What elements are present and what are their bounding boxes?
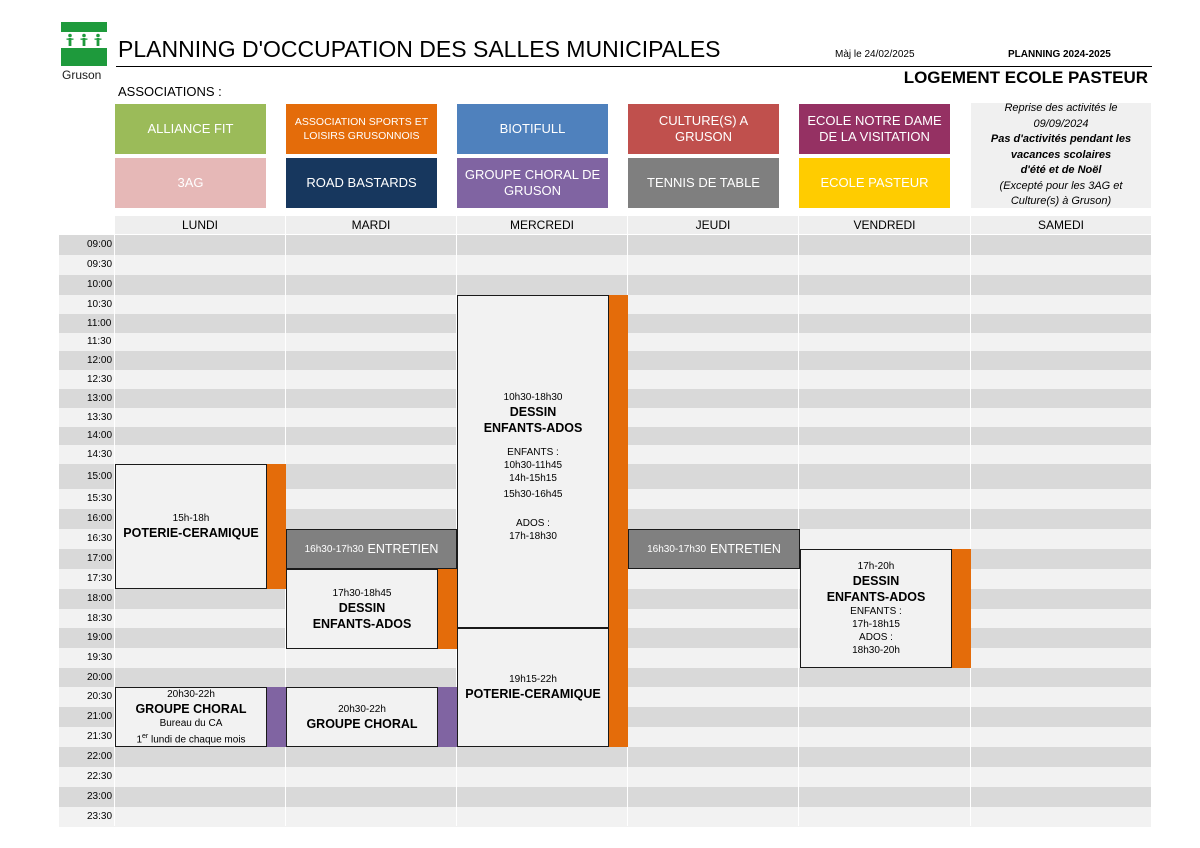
time-row — [59, 235, 1151, 255]
activity-note — [971, 103, 1151, 208]
event-title: POTERIE-CERAMIQUE — [465, 687, 601, 701]
event-time: 15h-18h — [172, 513, 210, 524]
assoc-ecole-notre-dame: ECOLE NOTRE DAME DE LA VISITATION — [799, 104, 950, 154]
time-label: 11:00 — [87, 318, 112, 329]
assoc-cultures-gruson: CULTURE(S) A GRUSON — [628, 104, 779, 154]
note-line: Culture(s) à Gruson) — [1010, 195, 1112, 208]
page-title: PLANNING D'OCCUPATION DES SALLES MUNICIPALES — [118, 36, 721, 62]
time-label: 23:00 — [87, 791, 113, 802]
time-label: 16:00 — [87, 513, 113, 524]
time-label: 19:00 — [87, 632, 113, 643]
event-title: ENFANTS-ADOS — [826, 590, 926, 604]
assoc-color-strip — [438, 569, 457, 649]
event-sub: 15h30-16h45 — [503, 488, 563, 500]
column-separator — [970, 216, 971, 826]
time-row — [59, 255, 1151, 275]
event-mardi-choral[interactable] — [286, 687, 438, 747]
update-date: Màj le 24/02/2025 — [835, 49, 915, 60]
event-sub: ADOS : — [859, 632, 893, 643]
event-sub: Bureau du CA — [159, 717, 223, 729]
time-row — [59, 767, 1151, 787]
time-label: 09:30 — [87, 259, 113, 270]
event-lundi-poterie[interactable] — [115, 464, 267, 589]
assoc-biotifull: BIOTIFULL — [457, 104, 608, 154]
note-line: d'été et de Noël — [1020, 164, 1102, 177]
event-title: POTERIE-CERAMIQUE — [123, 526, 259, 540]
event-title: DESSIN — [509, 404, 557, 419]
time-label: 22:00 — [87, 751, 113, 762]
event-sub: 17h-18h30 — [509, 530, 557, 542]
time-label: 10:00 — [87, 279, 113, 290]
note-line: 09/09/2024 — [1033, 117, 1089, 130]
time-label: 15:00 — [87, 471, 113, 482]
time-label: 22:30 — [87, 771, 113, 782]
event-sub: ADOS : — [516, 517, 550, 529]
event-time: 17h30-18h45 — [332, 587, 392, 599]
time-label: 21:30 — [87, 731, 113, 742]
event-mardi-entretien[interactable] — [286, 529, 457, 569]
time-label: 12:30 — [87, 374, 113, 385]
time-label: 18:00 — [87, 593, 113, 604]
time-label: 21:00 — [87, 711, 113, 722]
time-row — [59, 807, 1151, 827]
event-time: 20h30-22h — [167, 688, 215, 700]
time-label: 12:00 — [87, 355, 113, 366]
planning-year: PLANNING 2024-2025 — [1008, 49, 1111, 60]
time-label: 13:30 — [87, 412, 113, 423]
time-row — [59, 747, 1151, 767]
assoc-ecole-pasteur: ECOLE PASTEUR — [799, 158, 950, 208]
note-line: (Excepté pour les 3AG et — [999, 179, 1123, 192]
event-time: 16h30-17h30 — [304, 543, 364, 555]
column-separator — [798, 216, 799, 826]
event-title: GROUPE CHORAL — [306, 716, 418, 731]
time-label: 23:30 — [87, 811, 113, 822]
day-header-lundi: LUNDI — [115, 216, 285, 234]
time-label: 11:30 — [87, 336, 112, 347]
event-title: DESSIN — [338, 600, 386, 615]
assoc-sports-loisirs: ASSOCIATION SPORTS ET LOISIRS GRUSONNOIS — [286, 104, 437, 154]
assoc-tennis-de-table: TENNIS DE TABLE — [628, 158, 779, 208]
venue-name: LOGEMENT ECOLE PASTEUR — [903, 68, 1148, 87]
event-title: ENFANTS-ADOS — [483, 420, 583, 435]
time-label: 14:30 — [87, 449, 113, 460]
event-time: 20h30-22h — [338, 703, 386, 715]
event-title: DESSIN — [852, 574, 900, 588]
assoc-road-bastards: ROAD BASTARDS — [286, 158, 437, 208]
event-title: ENFANTS-ADOS — [312, 616, 412, 631]
event-time: 10h30-18h30 — [503, 391, 563, 403]
day-header-vendredi: VENDREDI — [799, 216, 970, 234]
assoc-3ag: 3AG — [115, 158, 266, 208]
assoc-color-strip — [609, 295, 628, 747]
event-sub: ENFANTS : — [507, 446, 559, 458]
note-line: Reprise des activités le — [1004, 102, 1118, 115]
time-row — [59, 275, 1151, 295]
day-header-samedi: SAMEDI — [971, 216, 1151, 234]
event-title: ENTRETIEN — [710, 542, 781, 556]
associations-label: ASSOCIATIONS : — [118, 84, 222, 99]
title-rule — [116, 66, 1152, 67]
event-time: 19h15-22h — [509, 674, 557, 685]
assoc-color-strip — [267, 464, 286, 589]
event-sub: 17h-18h15 — [852, 619, 900, 630]
time-label: 10:30 — [87, 299, 113, 310]
event-mardi-dessin[interactable] — [286, 569, 438, 649]
assoc-alliance-fit: ALLIANCE FIT — [115, 104, 266, 154]
event-time: 17h-20h — [857, 561, 895, 572]
note-line: vacances scolaires — [1010, 148, 1112, 161]
day-header-mardi: MARDI — [286, 216, 456, 234]
event-sub-line: 1er lundi de chaque mois — [136, 732, 246, 746]
logo-figures-icon — [61, 33, 107, 47]
time-row — [59, 787, 1151, 807]
event-mercredi-poterie[interactable] — [457, 628, 609, 747]
time-label: 18:30 — [87, 613, 113, 624]
day-header-mercredi: MERCREDI — [457, 216, 627, 234]
time-label: 14:00 — [87, 430, 113, 441]
note-line: Pas d'activités pendant les — [990, 133, 1132, 146]
time-label: 20:00 — [87, 672, 113, 683]
logo-text: Gruson — [62, 68, 102, 82]
assoc-groupe-choral: GROUPE CHORAL DE GRUSON — [457, 158, 608, 208]
time-label: 17:30 — [87, 573, 113, 584]
event-sub: 18h30-20h — [852, 645, 900, 656]
event-lundi-choral[interactable] — [115, 687, 267, 747]
event-time: 16h30-17h30 — [647, 543, 707, 555]
event-vendredi-dessin[interactable] — [800, 549, 952, 668]
event-sub: 14h-15h15 — [509, 472, 557, 484]
day-header-jeudi: JEUDI — [628, 216, 798, 234]
event-jeudi-entretien[interactable] — [628, 529, 800, 569]
time-label: 13:00 — [87, 393, 113, 404]
assoc-color-strip — [952, 549, 971, 668]
event-title: ENTRETIEN — [367, 542, 439, 556]
event-sub: 10h30-11h45 — [503, 459, 563, 471]
time-label: 17:00 — [87, 553, 113, 564]
time-label: 09:00 — [87, 239, 113, 250]
event-title: GROUPE CHORAL — [135, 701, 247, 716]
time-label: 19:30 — [87, 652, 113, 663]
assoc-color-strip — [438, 687, 457, 747]
time-label: 20:30 — [87, 691, 113, 702]
assoc-color-strip — [267, 687, 286, 747]
time-label: 16:30 — [87, 533, 113, 544]
time-label: 15:30 — [87, 493, 113, 504]
event-sub: ENFANTS : — [850, 606, 902, 617]
event-mercredi-dessin[interactable] — [457, 295, 609, 628]
gruson-logo — [61, 22, 107, 68]
